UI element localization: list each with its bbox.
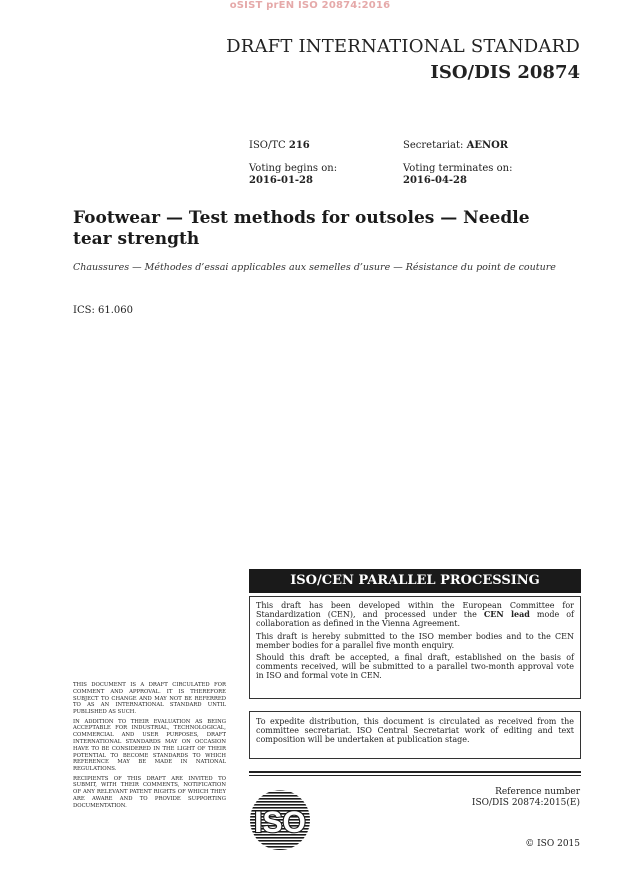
document-title: Footwear — Test methods for outsoles — Needle tear strength bbox=[73, 208, 530, 249]
panel-paragraph-1: This draft has been developed within the European Committee for Standardization (CEN), and processed under the CEN lead mode of collaboration as defined in the Vienna Agreement. bbox=[256, 601, 574, 629]
voting-begins bbox=[249, 163, 337, 187]
tc-number: 216 bbox=[288, 140, 310, 151]
iso-logo-text: ISO bbox=[254, 806, 306, 839]
reference-number bbox=[472, 787, 580, 809]
cen-lead-term: CEN lead bbox=[483, 609, 530, 620]
watermark: oSIST prEN ISO 20874:2016 bbox=[229, 0, 391, 11]
parallel-processing-heading: ISO/CEN PARALLEL PROCESSING bbox=[249, 569, 581, 593]
tc-label: ISO/TC bbox=[249, 140, 286, 151]
reference-label: Reference number bbox=[495, 787, 580, 797]
parallel-processing-text bbox=[256, 601, 574, 684]
ics-code: ICS: 61.060 bbox=[73, 305, 133, 316]
voting-ends-label: Voting terminates on: bbox=[403, 163, 513, 174]
disclaimer-paragraph-2: IN ADDITION TO THEIR EVALUATION AS BEING ACCEPTABLE FOR INDUSTRIAL, TECHNOLOGICAL, COMMERCIAL AND USER PURPOSES, DRAFT INTERNATIONAL STANDARDS MAY ON OCCASION HAVE TO BE CONSIDERED IN THE LIGHT OF THEIR POTENTIAL TO BECOME STANDARDS TO WHICH REFERENCE MAY BE MADE IN NATIONAL REGULATIONS. bbox=[73, 718, 226, 773]
document-type: DRAFT INTERNATIONAL STANDARD bbox=[226, 36, 580, 57]
secretariat bbox=[403, 140, 508, 152]
draft-disclaimer bbox=[73, 682, 226, 812]
panel-paragraph-3: Should this draft be accepted, a final draft, established on the basis of comments received, will be submitted to a parallel two-month approval vote in ISO and formal vote in CEN. bbox=[256, 653, 574, 681]
document-number: ISO/DIS 20874 bbox=[430, 62, 580, 83]
voting-begins-date: 2016-01-28 bbox=[249, 175, 313, 186]
voting-ends-date: 2016-04-28 bbox=[403, 175, 467, 186]
disclaimer-paragraph-1: THIS DOCUMENT IS A DRAFT CIRCULATED FOR COMMENT AND APPROVAL. IT IS THEREFORE SUBJECT TO CHANGE AND MAY NOT BE REFERRED TO AS AN INTERNATIONAL STANDARD UNTIL PUBLISHED AS SUCH. bbox=[73, 682, 226, 716]
secretariat-value: AENOR bbox=[466, 140, 509, 151]
panel-paragraph-2: This draft is hereby submitted to the ISO member bodies and to the CEN member bodies for a parallel five month enquiry. bbox=[256, 631, 574, 650]
technical-committee bbox=[249, 140, 310, 152]
reference-value: ISO/DIS 20874:2015(E) bbox=[471, 798, 580, 808]
copyright: © ISO 2015 bbox=[525, 839, 580, 849]
divider-thin bbox=[249, 775, 581, 776]
secretariat-label: Secretariat: bbox=[403, 140, 464, 151]
voting-begins-label: Voting begins on: bbox=[249, 163, 338, 174]
french-title: Chaussures — Méthodes d’essai applicables aux semelles d’usure — Résistance du point de couture bbox=[73, 262, 556, 273]
iso-logo-icon bbox=[249, 789, 311, 851]
divider-thick bbox=[249, 771, 581, 773]
distribution-note: To expedite distribution, this document is circulated as received from the committee secretariat. ISO Central Secretariat work of editing and text composition will be undertaken at publication stage. bbox=[256, 717, 574, 745]
voting-terminates bbox=[403, 163, 512, 187]
disclaimer-paragraph-3: RECIPIENTS OF THIS DRAFT ARE INVITED TO SUBMIT, WITH THEIR COMMENTS, NOTIFICATION OF ANY RELEVANT PATENT RIGHTS OF WHICH THEY ARE AWARE AND TO PROVIDE SUPPORTING DOCUMENTATION. bbox=[73, 775, 226, 809]
